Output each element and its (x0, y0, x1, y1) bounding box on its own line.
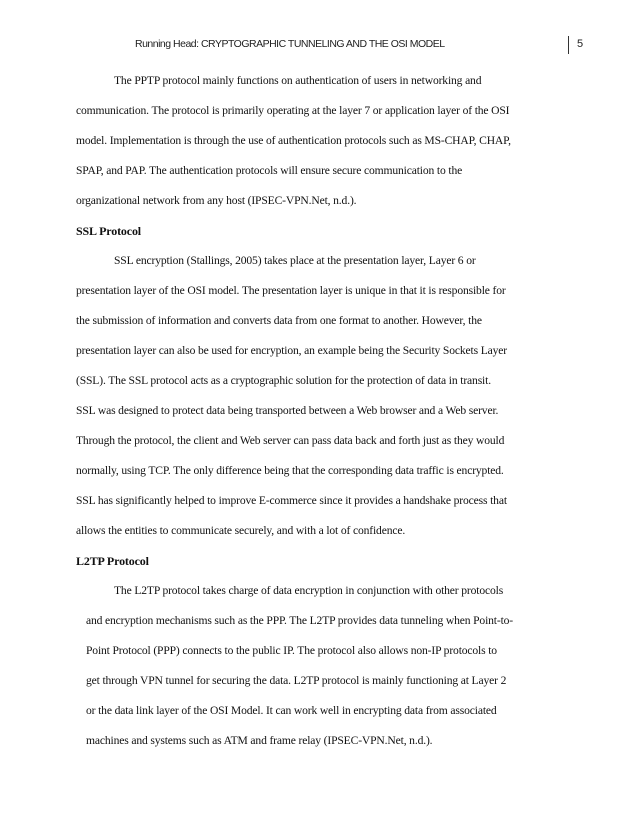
text-line: The L2TP protocol takes charge of data encryption in conjunction with other protocols (114, 584, 504, 597)
text-line: machines and systems such as ATM and frame relay (IPSEC-VPN.Net, n.d.). (86, 734, 433, 747)
text-line: Through the protocol, the client and Web server can pass data back and forth just as they would (76, 434, 505, 447)
text-line: model. Implementation is through the use of authentication protocols such as MS-CHAP, CHAP, (76, 134, 511, 147)
text-line: SSL was designed to protect data being transported between a Web browser and a Web server. (76, 404, 499, 417)
text-line: the submission of information and converts data from one format to another. However, the (76, 314, 482, 327)
running-head: Running Head: CRYPTOGRAPHIC TUNNELING AND THE OSI MODEL (135, 38, 445, 50)
text-line: communication. The protocol is primarily operating at the layer 7 or application layer of the OSI (76, 104, 510, 117)
text-line: or the data link layer of the OSI Model. It can work well in encrypting data from associated (86, 704, 497, 717)
text-line: normally, using TCP. The only difference being that the corresponding data traffic is encrypted. (76, 464, 504, 477)
text-line: SSL encryption (Stallings, 2005) takes place at the presentation layer, Layer 6 or (114, 254, 476, 267)
text-line: allows the entities to communicate securely, and with a lot of confidence. (76, 524, 406, 537)
text-line: organizational network from any host (IPSEC-VPN.Net, n.d.). (76, 194, 357, 207)
text-line: SPAP, and PAP. The authentication protocols will ensure secure communication to the (76, 164, 463, 177)
text-line: The PPTP protocol mainly functions on authentication of users in networking and (114, 74, 482, 87)
text-line: SSL has significantly helped to improve E-commerce since it provides a handshake process that (76, 494, 507, 507)
page-header (0, 38, 638, 58)
text-line: (SSL). The SSL protocol acts as a cryptographic solution for the protection of data in transit. (76, 374, 491, 387)
text-line: presentation layer can also be used for encryption, an example being the Security Sockets Layer (76, 344, 507, 357)
text-line: presentation layer of the OSI model. The presentation layer is unique in that it is responsible for (76, 284, 506, 297)
section-heading-l2tp: L2TP Protocol (76, 554, 149, 568)
text-line: and encryption mechanisms such as the PPP. The L2TP provides data tunneling when Point-to- (86, 614, 513, 627)
text-line: get through VPN tunnel for securing the data. L2TP protocol is mainly functioning at Layer 2 (86, 674, 507, 687)
section-heading-ssl: SSL Protocol (76, 224, 141, 238)
header-divider (568, 36, 569, 54)
text-line: Point Protocol (PPP) connects to the public IP. The protocol also allows non-IP protocols to (86, 644, 497, 657)
page-number: 5 (577, 38, 584, 50)
